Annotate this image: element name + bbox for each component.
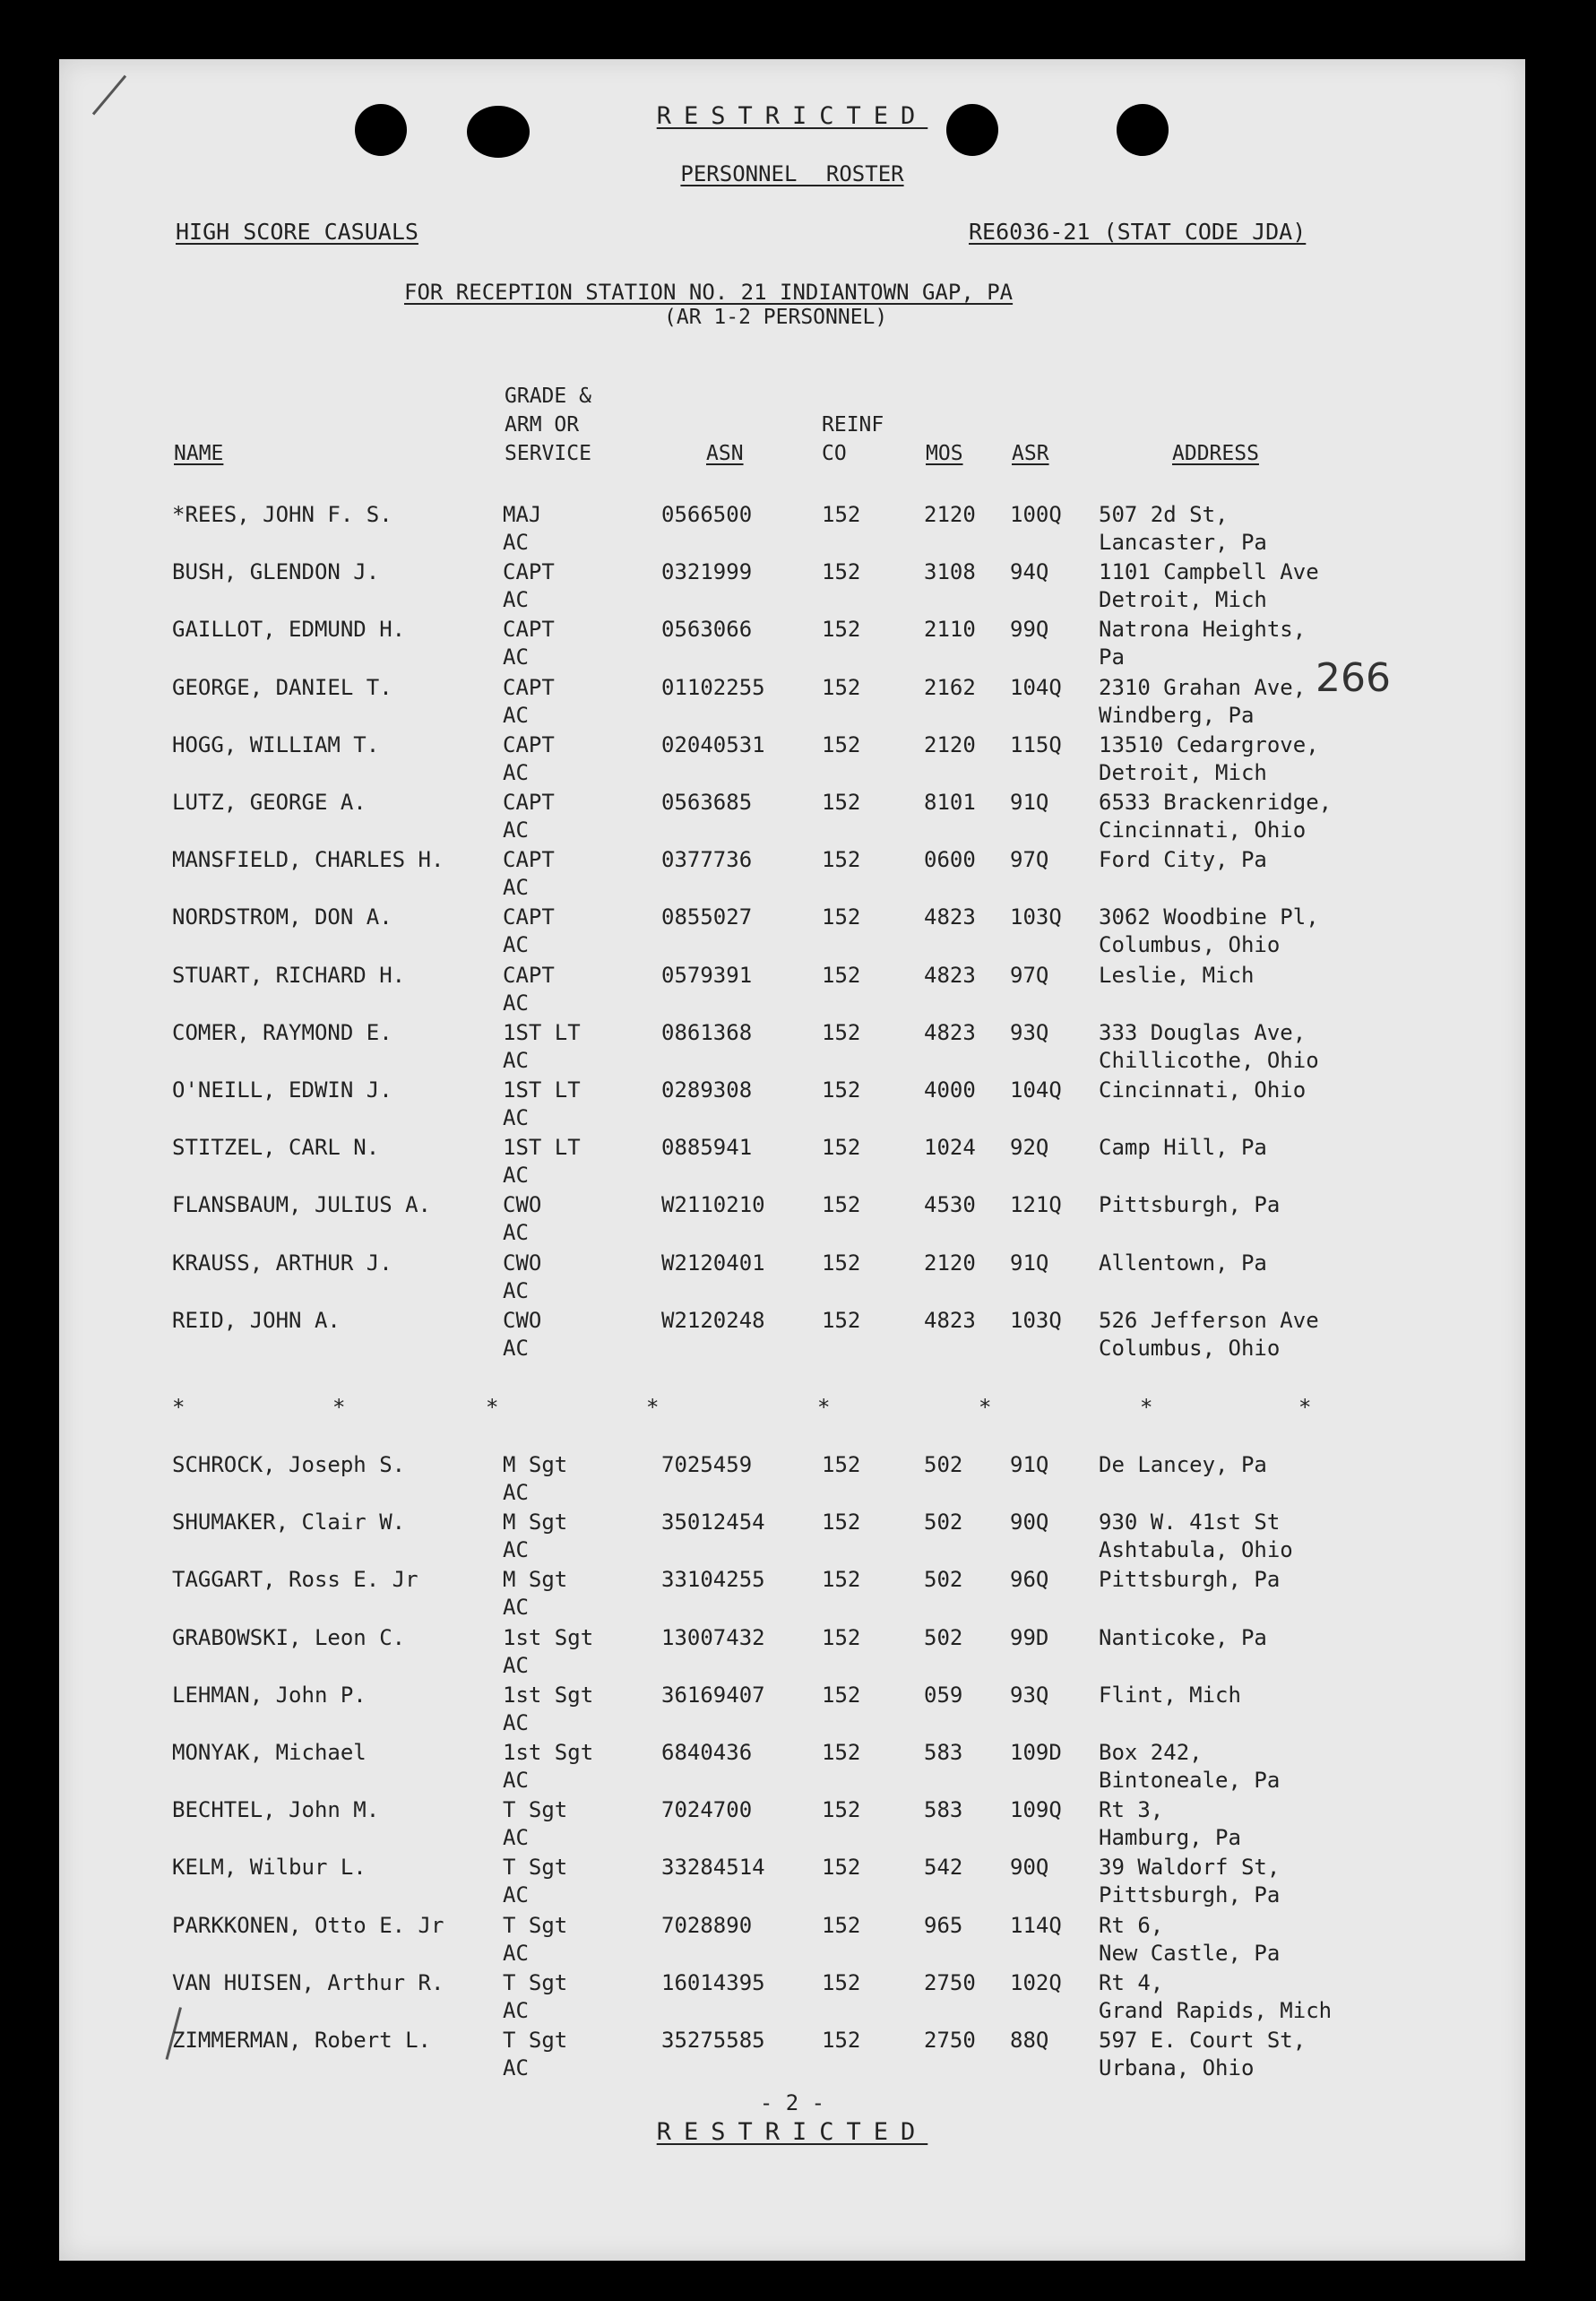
asn-cell: W2120401 (661, 1250, 765, 1276)
mos-cell: 583 (924, 1740, 963, 1765)
arm-cell: AC (503, 530, 529, 555)
address-line-1: Allentown, Pa (1099, 1250, 1267, 1276)
arm-cell: AC (503, 817, 529, 843)
table-row (59, 1190, 1525, 1248)
reinf-cell: 152 (822, 617, 861, 643)
restricted-heading: RESTRICTED (656, 102, 928, 130)
asn-cell: 36169407 (661, 1682, 765, 1708)
asr-cell: 100Q (1010, 502, 1062, 527)
mos-cell: 502 (924, 1509, 963, 1535)
table-row (59, 1968, 1525, 2026)
document-page (59, 59, 1525, 2261)
mos-cell: 2120 (924, 1250, 976, 1276)
address-line-1: Rt 4, (1099, 1969, 1164, 1995)
address-line-1: 507 2d St, (1099, 502, 1229, 527)
grade-cell: CAPT (503, 847, 555, 873)
arm-cell: AC (503, 1277, 529, 1303)
arm-cell: AC (503, 1537, 529, 1563)
arm-cell: AC (503, 1882, 529, 1908)
mos-cell: 1024 (924, 1135, 976, 1161)
mos-cell: 965 (924, 1912, 963, 1938)
address-line-1: Ford City, Pa (1099, 847, 1267, 873)
grade-cell: T Sgt (503, 1969, 568, 1995)
asr-cell: 97Q (1010, 962, 1049, 988)
address-line-1: 2310 Grahan Ave, (1099, 674, 1307, 700)
grade-cell: CWO (503, 1192, 542, 1218)
station-line: FOR RECEPTION STATION NO. 21 INDIANTOWN GAP, PA (404, 280, 1014, 305)
separator-star: * (646, 1395, 660, 1420)
address-line-1: 6533 Brackenridge, (1099, 790, 1333, 815)
asn-cell: 16014395 (661, 1969, 765, 1995)
name-cell: STITZEL, CARL N. (172, 1135, 380, 1161)
reinf-cell: 152 (822, 1019, 861, 1045)
address-line-2: Windberg, Pa (1099, 702, 1255, 728)
table-row (59, 1853, 1525, 1910)
reinf-cell: 152 (822, 1740, 861, 1765)
address-line-2: Grand Rapids, Mich (1099, 1997, 1333, 2023)
separator-star: * (172, 1395, 185, 1420)
asn-cell: 0321999 (661, 559, 753, 585)
table-row (59, 845, 1525, 903)
asn-cell: 02040531 (661, 731, 765, 757)
asr-cell: 109Q (1010, 1797, 1062, 1823)
arm-cell: AC (503, 1480, 529, 1505)
mos-cell: 2110 (924, 617, 976, 643)
separator-star: * (1140, 1395, 1153, 1420)
address-line-2: Hamburg, Pa (1099, 1825, 1241, 1851)
asn-cell: 7024700 (661, 1797, 753, 1823)
grade-cell: M Sgt (503, 1509, 568, 1535)
mos-cell: 502 (924, 1567, 963, 1593)
address-line-1: 13510 Cedargrove, (1099, 731, 1319, 757)
asr-cell: 104Q (1010, 674, 1062, 700)
regulation-line: (AR 1-2 PERSONNEL) (664, 306, 888, 329)
mos-cell: 2120 (924, 731, 976, 757)
reinf-cell: 152 (822, 1624, 861, 1650)
address-line-1: 526 Jefferson Ave (1099, 1307, 1319, 1333)
asr-cell: 97Q (1010, 847, 1049, 873)
grade-cell: 1ST LT (503, 1019, 581, 1045)
reinf-cell: 152 (822, 790, 861, 815)
asr-cell: 109D (1010, 1740, 1062, 1765)
grade-cell: 1st Sgt (503, 1624, 594, 1650)
address-line-1: 1101 Campbell Ave (1099, 559, 1319, 585)
asn-cell: W2120248 (661, 1307, 765, 1333)
reinf-cell: 152 (822, 1797, 861, 1823)
mos-cell: 2750 (924, 2028, 976, 2053)
table-row (59, 1738, 1525, 1795)
mos-cell: 4823 (924, 904, 976, 930)
mos-cell: 4823 (924, 962, 976, 988)
name-cell: SCHROCK, Joseph S. (172, 1452, 406, 1477)
name-cell: FLANSBAUM, JULIUS A. (172, 1192, 431, 1218)
name-cell: MANSFIELD, CHARLES H. (172, 847, 444, 873)
section-separator (59, 1395, 1525, 1422)
asn-cell: 0377736 (661, 847, 753, 873)
grade-cell: CAPT (503, 962, 555, 988)
arm-cell: AC (503, 1047, 529, 1073)
asr-cell: 91Q (1010, 1452, 1049, 1477)
table-row (59, 731, 1525, 788)
mos-cell: 0600 (924, 847, 976, 873)
arm-cell: AC (503, 990, 529, 1016)
grade-cell: T Sgt (503, 1855, 568, 1881)
name-cell: HOGG, WILLIAM T. (172, 731, 380, 757)
col-name: NAME (174, 442, 224, 465)
table-row (59, 615, 1525, 672)
address-line-1: Pittsburgh, Pa (1099, 1192, 1281, 1218)
asr-cell: 104Q (1010, 1077, 1062, 1103)
asn-cell: 33284514 (661, 1855, 765, 1881)
page-stamp-number: 266 (1316, 655, 1391, 701)
table-row (59, 1681, 1525, 1738)
name-cell: SHUMAKER, Clair W. (172, 1509, 406, 1535)
asn-cell: 0579391 (661, 962, 753, 988)
address-line-1: Rt 6, (1099, 1912, 1164, 1938)
table-row (59, 673, 1525, 731)
arm-cell: AC (503, 587, 529, 613)
table-row (59, 1911, 1525, 1968)
arm-cell: AC (503, 1709, 529, 1735)
reinf-cell: 152 (822, 1912, 861, 1938)
asr-cell: 93Q (1010, 1019, 1049, 1045)
name-cell: STUART, RICHARD H. (172, 962, 406, 988)
grade-cell: T Sgt (503, 1797, 568, 1823)
asr-cell: 92Q (1010, 1135, 1049, 1161)
address-line-1: Nanticoke, Pa (1099, 1624, 1267, 1650)
grade-cell: 1ST LT (503, 1135, 581, 1161)
asn-cell: 01102255 (661, 674, 765, 700)
mos-cell: 4530 (924, 1192, 976, 1218)
asn-cell: 13007432 (661, 1624, 765, 1650)
address-line-2: Bintoneale, Pa (1099, 1768, 1281, 1793)
reinf-cell: 152 (822, 2028, 861, 2053)
grade-cell: 1st Sgt (503, 1740, 594, 1765)
arm-cell: AC (503, 1105, 529, 1130)
asr-cell: 115Q (1010, 731, 1062, 757)
address-line-2: Pittsburgh, Pa (1099, 1882, 1281, 1908)
asn-cell: 7028890 (661, 1912, 753, 1938)
arm-cell: AC (503, 1595, 529, 1621)
table-row (59, 1565, 1525, 1622)
asr-cell: 91Q (1010, 790, 1049, 815)
arm-cell: AC (503, 1940, 529, 1966)
separator-star: * (486, 1395, 499, 1420)
mos-cell: 502 (924, 1452, 963, 1477)
table-row (59, 1133, 1525, 1190)
address-line-2: Pa (1099, 644, 1125, 670)
grade-cell: M Sgt (503, 1567, 568, 1593)
asn-cell: W2110210 (661, 1192, 765, 1218)
asn-cell: 0885941 (661, 1135, 753, 1161)
address-line-1: 3062 Woodbine Pl, (1099, 904, 1319, 930)
mos-cell: 4823 (924, 1307, 976, 1333)
table-row (59, 788, 1525, 845)
mos-cell: 059 (924, 1682, 963, 1708)
arm-cell: AC (503, 759, 529, 785)
asr-cell: 103Q (1010, 904, 1062, 930)
address-line-1: Rt 3, (1099, 1797, 1164, 1823)
asr-cell: 99D (1010, 1624, 1049, 1650)
table-row (59, 1795, 1525, 1853)
reference-code: RE6036-21 (STAT CODE JDA) (969, 219, 1307, 245)
address-line-2: Detroit, Mich (1099, 759, 1267, 785)
address-line-2: Columbus, Ohio (1099, 1335, 1281, 1361)
address-line-2: Ashtabula, Ohio (1099, 1537, 1293, 1563)
col-address: ADDRESS (1172, 442, 1259, 465)
table-row (59, 961, 1525, 1018)
table-row (59, 2026, 1525, 2083)
separator-star: * (332, 1395, 346, 1420)
asn-cell: 0563066 (661, 617, 753, 643)
address-line-1: Natrona Heights, (1099, 617, 1307, 643)
reinf-cell: 152 (822, 674, 861, 700)
restricted-footer: RESTRICTED (656, 2118, 928, 2146)
address-line-1: 597 E. Court St, (1099, 2028, 1307, 2053)
table-row (59, 1450, 1525, 1508)
table-row (59, 1623, 1525, 1681)
address-line-2: Chillicothe, Ohio (1099, 1047, 1319, 1073)
asr-cell: 90Q (1010, 1509, 1049, 1535)
col-grade: GRADE & ARM OR SERVICE (505, 385, 591, 465)
table-row (59, 1508, 1525, 1565)
grade-cell: 1ST LT (503, 1077, 581, 1103)
separator-star: * (1298, 1395, 1312, 1420)
col-mos: MOS (926, 442, 963, 465)
address-line-2: Cincinnati, Ohio (1099, 817, 1307, 843)
name-cell: TAGGART, Ross E. Jr (172, 1567, 418, 1593)
asn-cell: 0566500 (661, 502, 753, 527)
arm-cell: AC (503, 1335, 529, 1361)
arm-cell: AC (503, 1220, 529, 1246)
address-line-2: New Castle, Pa (1099, 1940, 1281, 1966)
grade-cell: T Sgt (503, 1912, 568, 1938)
arm-cell: AC (503, 875, 529, 901)
grade-cell: T Sgt (503, 2028, 568, 2053)
address-line-1: 930 W. 41st St (1099, 1509, 1281, 1535)
table-row (59, 500, 1525, 558)
arm-cell: AC (503, 644, 529, 670)
grade-cell: CAPT (503, 559, 555, 585)
arm-cell: AC (503, 1652, 529, 1678)
reinf-cell: 152 (822, 847, 861, 873)
address-line-1: 333 Douglas Ave, (1099, 1019, 1307, 1045)
table-row (59, 1306, 1525, 1363)
name-cell: GAILLOT, EDMUND H. (172, 617, 406, 643)
reinf-cell: 152 (822, 731, 861, 757)
mos-cell: 2750 (924, 1969, 976, 1995)
address-line-2: Urbana, Ohio (1099, 2055, 1255, 2080)
reinf-cell: 152 (822, 1969, 861, 1995)
name-cell: BUSH, GLENDON J. (172, 559, 380, 585)
mos-cell: 583 (924, 1797, 963, 1823)
separator-star: * (979, 1395, 992, 1420)
reinf-cell: 152 (822, 1250, 861, 1276)
reinf-cell: 152 (822, 1509, 861, 1535)
page-number: - 2 - (759, 2090, 825, 2115)
arm-cell: AC (503, 702, 529, 728)
asn-cell: 0861368 (661, 1019, 753, 1045)
table-row (59, 558, 1525, 615)
asr-cell: 91Q (1010, 1250, 1049, 1276)
name-cell: LEHMAN, John P. (172, 1682, 367, 1708)
arm-cell: AC (503, 1997, 529, 2023)
address-line-2: Detroit, Mich (1099, 587, 1267, 613)
table-row (59, 1018, 1525, 1076)
asn-cell: 33104255 (661, 1567, 765, 1593)
name-cell: ZIMMERMAN, Robert L. (172, 2028, 431, 2053)
name-cell: REID, JOHN A. (172, 1307, 341, 1333)
table-row (59, 903, 1525, 960)
asr-cell: 121Q (1010, 1192, 1062, 1218)
asr-cell: 114Q (1010, 1912, 1062, 1938)
arm-cell: AC (503, 1768, 529, 1793)
arm-cell: AC (503, 2055, 529, 2080)
address-line-1: Leslie, Mich (1099, 962, 1255, 988)
grade-cell: CAPT (503, 731, 555, 757)
asn-cell: 0289308 (661, 1077, 753, 1103)
asn-cell: 35275585 (661, 2028, 765, 2053)
address-line-1: Camp Hill, Pa (1099, 1135, 1267, 1161)
asr-cell: 102Q (1010, 1969, 1062, 1995)
asr-cell: 93Q (1010, 1682, 1049, 1708)
name-cell: LUTZ, GEORGE A. (172, 790, 367, 815)
col-asr: ASR (1012, 442, 1049, 465)
col-reinf: REINF CO (822, 413, 884, 465)
address-line-1: Flint, Mich (1099, 1682, 1241, 1708)
asn-cell: 0563685 (661, 790, 753, 815)
mos-cell: 4000 (924, 1077, 976, 1103)
mos-cell: 4823 (924, 1019, 976, 1045)
reinf-cell: 152 (822, 1077, 861, 1103)
grade-cell: 1st Sgt (503, 1682, 594, 1708)
grade-cell: CAPT (503, 790, 555, 815)
reinf-cell: 152 (822, 962, 861, 988)
grade-cell: CAPT (503, 674, 555, 700)
table-row (59, 1076, 1525, 1133)
name-cell: O'NEILL, EDWIN J. (172, 1077, 393, 1103)
arm-cell: AC (503, 1825, 529, 1851)
grade-cell: CWO (503, 1307, 542, 1333)
mos-cell: 8101 (924, 790, 976, 815)
address-line-1: 39 Waldorf St, (1099, 1855, 1281, 1881)
reinf-cell: 152 (822, 559, 861, 585)
reinf-cell: 152 (822, 1307, 861, 1333)
arm-cell: AC (503, 932, 529, 958)
asr-cell: 103Q (1010, 1307, 1062, 1333)
reinf-cell: 152 (822, 1855, 861, 1881)
asr-cell: 94Q (1010, 559, 1049, 585)
name-cell: COMER, RAYMOND E. (172, 1019, 393, 1045)
mos-cell: 542 (924, 1855, 963, 1881)
asn-cell: 0855027 (661, 904, 753, 930)
asn-cell: 6840436 (661, 1740, 753, 1765)
name-cell: KELM, Wilbur L. (172, 1855, 367, 1881)
mos-cell: 2162 (924, 674, 976, 700)
name-cell: GEORGE, DANIEL T. (172, 674, 393, 700)
name-cell: BECHTEL, John M. (172, 1797, 380, 1823)
separator-star: * (817, 1395, 831, 1420)
address-line-1: Cincinnati, Ohio (1099, 1077, 1307, 1103)
arm-cell: AC (503, 1163, 529, 1189)
name-cell: PARKKONEN, Otto E. Jr (172, 1912, 444, 1938)
reinf-cell: 152 (822, 1567, 861, 1593)
col-asn: ASN (706, 442, 744, 465)
grade-cell: CAPT (503, 617, 555, 643)
asr-cell: 88Q (1010, 2028, 1049, 2053)
name-cell: MONYAK, Michael (172, 1740, 367, 1765)
reinf-cell: 152 (822, 1682, 861, 1708)
address-line-2: Columbus, Ohio (1099, 932, 1281, 958)
asr-cell: 96Q (1010, 1567, 1049, 1593)
asn-cell: 7025459 (661, 1452, 753, 1477)
asr-cell: 99Q (1010, 617, 1049, 643)
reinf-cell: 152 (822, 1135, 861, 1161)
name-cell: *REES, JOHN F. S. (172, 502, 393, 527)
reinf-cell: 152 (822, 1192, 861, 1218)
asn-cell: 35012454 (661, 1509, 765, 1535)
grade-cell: M Sgt (503, 1452, 568, 1477)
name-cell: KRAUSS, ARTHUR J. (172, 1250, 393, 1276)
grade-cell: MAJ (503, 502, 542, 527)
mos-cell: 502 (924, 1624, 963, 1650)
reinf-cell: 152 (822, 502, 861, 527)
grade-cell: CAPT (503, 904, 555, 930)
name-cell: NORDSTROM, DON A. (172, 904, 393, 930)
address-line-1: Pittsburgh, Pa (1099, 1567, 1281, 1593)
group-title: HIGH SCORE CASUALS (176, 219, 418, 245)
address-line-2: Lancaster, Pa (1099, 530, 1267, 555)
table-row (59, 1249, 1525, 1306)
mos-cell: 3108 (924, 559, 976, 585)
address-line-1: Box 242, (1099, 1740, 1203, 1765)
name-cell: GRABOWSKI, Leon C. (172, 1624, 406, 1650)
address-line-1: De Lancey, Pa (1099, 1452, 1267, 1477)
mos-cell: 2120 (924, 502, 976, 527)
reinf-cell: 152 (822, 1452, 861, 1477)
asr-cell: 90Q (1010, 1855, 1049, 1881)
roster-subtitle: PERSONNEL ROSTER (680, 161, 904, 186)
name-cell: VAN HUISEN, Arthur R. (172, 1969, 444, 1995)
grade-cell: CWO (503, 1250, 542, 1276)
reinf-cell: 152 (822, 904, 861, 930)
